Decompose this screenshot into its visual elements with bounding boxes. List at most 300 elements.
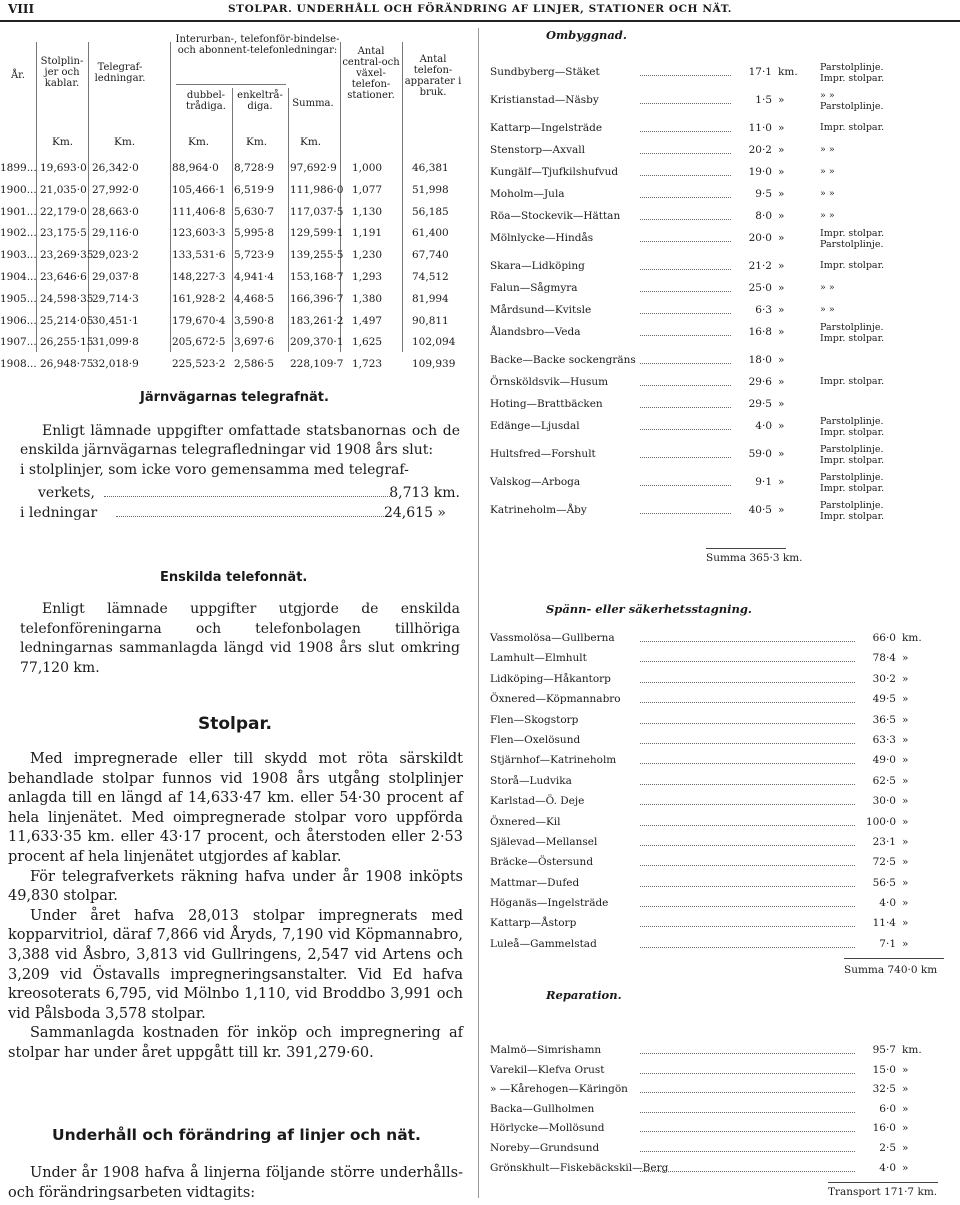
- dot-leader: [640, 1053, 855, 1054]
- route-name: Mattmar—Dufed: [490, 876, 580, 889]
- dot-leader: [640, 865, 855, 866]
- route-length: 4·0: [879, 1161, 896, 1174]
- table-cell: 153,168·7: [290, 271, 344, 283]
- route-length: 95·7: [872, 1044, 896, 1056]
- route-item: [490, 754, 958, 774]
- route-item: [490, 122, 958, 144]
- route-length: 29·5: [748, 398, 772, 410]
- route-unit: »: [902, 672, 909, 685]
- table-cell: 1,230: [352, 249, 383, 262]
- pole-type-note: Parstolplinje.: [820, 239, 884, 250]
- dot-leader: [640, 886, 855, 887]
- route-item: [490, 1162, 958, 1182]
- route-name: Katrineholm—Åby: [490, 504, 587, 516]
- route-length: 56·5: [872, 876, 896, 889]
- pole-type-note: Impr. stolpar.: [820, 260, 885, 271]
- route-name: Bräcke—Östersund: [490, 856, 594, 869]
- route-name: Mårdsund—Kvitsle: [490, 304, 592, 316]
- route-unit: »: [902, 774, 909, 787]
- unit-label: Km.: [52, 136, 74, 148]
- route-item: [490, 917, 958, 937]
- dot-leader: [640, 1151, 855, 1152]
- pole-type-note: Parstolplinje.: [820, 62, 884, 73]
- table-cell: 1906...: [0, 314, 37, 327]
- route-length: 20·0: [748, 232, 772, 244]
- route-unit: »: [778, 166, 785, 178]
- dot-leader: [640, 291, 731, 292]
- table-cell: 97,692·9: [290, 162, 337, 174]
- route-item: [490, 144, 958, 166]
- route-unit: »: [902, 1141, 909, 1154]
- table-cell: 32,018·9: [92, 358, 139, 371]
- route-length: 16·8: [748, 326, 772, 338]
- reparation-transport: Transport 171·7 km.: [828, 1186, 938, 1198]
- table-row: [0, 271, 465, 293]
- dot-leader: [640, 485, 731, 486]
- table-cell: 117,037·5: [290, 205, 344, 218]
- route-length: 72·5: [872, 856, 896, 869]
- table-cell: 1907...: [0, 336, 37, 349]
- table-row: [0, 162, 465, 184]
- table-cell: 23,269·35: [40, 249, 94, 262]
- route-item: [490, 775, 958, 795]
- route-unit: »: [902, 876, 909, 889]
- route-item: [490, 62, 958, 94]
- pole-type-note: Parstolplinje.: [820, 500, 884, 511]
- route-name: Ålandsbro—Veda: [490, 326, 581, 338]
- route-item: [490, 500, 958, 532]
- route-item: [490, 877, 958, 897]
- table-cell: 56,185: [412, 205, 449, 218]
- route-unit: »: [902, 1102, 909, 1115]
- table-cell: 46,381: [412, 162, 449, 174]
- pole-type-note: » »: [820, 90, 835, 101]
- sum-rule: [828, 1182, 938, 1183]
- table-cell: 31,099·8: [92, 336, 139, 349]
- route-item: [490, 816, 958, 836]
- pole-type-note: Parstolplinje.: [820, 101, 884, 112]
- dot-leader: [640, 335, 731, 336]
- route-name: Luleå—Gammelstad: [490, 937, 597, 950]
- dot-leader: [640, 845, 855, 846]
- table-cell: 1902...: [0, 227, 37, 240]
- pole-type-note: Parstolplinje.: [820, 416, 884, 427]
- railway-line-3-label: i ledningar: [20, 505, 98, 521]
- route-name: Öxnered—Köpmannabro: [490, 693, 621, 706]
- col-header-year: År.: [10, 70, 26, 81]
- route-name: Grönskhult—Fiskebäckskil—Berg: [490, 1161, 669, 1174]
- route-length: 9·1: [755, 476, 772, 488]
- table-cell: 30,451·1: [92, 314, 139, 327]
- route-name: Moholm—Jula: [490, 188, 565, 200]
- route-length: 40·5: [748, 504, 772, 516]
- route-length: 1·5: [755, 94, 772, 106]
- reparation-heading: Reparation.: [546, 988, 622, 1002]
- route-length: 29·6: [748, 376, 772, 388]
- route-length: 78·4: [872, 652, 896, 665]
- table-row: [0, 336, 465, 358]
- pole-type-note: Parstolplinje.: [820, 322, 884, 333]
- table-cell: 1900...: [0, 183, 37, 196]
- route-unit: »: [778, 94, 785, 106]
- dot-leader: [116, 516, 390, 517]
- route-unit: »: [778, 376, 785, 388]
- route-unit: »: [902, 754, 909, 767]
- route-unit: »: [902, 733, 909, 746]
- route-length: 19·0: [748, 166, 772, 178]
- dot-leader: [640, 219, 731, 220]
- table-cell: 74,512: [412, 271, 449, 283]
- table-row: [0, 358, 465, 380]
- route-unit: »: [778, 282, 785, 294]
- route-name: Kungälf—Tjufkilshufvud: [490, 166, 619, 178]
- table-cell: 29,714·3: [92, 292, 139, 305]
- pole-type-note: Impr. stolpar.: [820, 483, 885, 494]
- poles-section-title: Stolpar.: [198, 714, 272, 734]
- table-cell: 111,986·0: [290, 183, 344, 196]
- route-length: 15·0: [872, 1063, 896, 1076]
- dot-leader: [640, 926, 855, 927]
- table-cell: 3,590·8: [234, 314, 275, 327]
- route-length: 32·5: [872, 1083, 896, 1096]
- table-cell: 29,023·2: [92, 249, 139, 262]
- route-item: [490, 90, 958, 122]
- route-unit: km.: [902, 1044, 922, 1056]
- route-item: [490, 897, 958, 917]
- route-length: 18·0: [748, 354, 772, 366]
- table-cell: 24,598·35: [40, 292, 94, 305]
- maintenance-paragraph: Under år 1908 hafva å linjerna följande större underhålls- och förändringsarbeten vidtagits:: [8, 1165, 463, 1201]
- col-header-telegraph: Telegraf-ledningar.: [94, 62, 146, 84]
- route-name: Backe—Backe sockengräns: [490, 354, 636, 366]
- table-cell: 1,000: [352, 162, 383, 174]
- route-length: 17·1: [748, 66, 772, 78]
- table-cell: 23,175·5: [40, 227, 87, 240]
- route-name: Storå—Ludvika: [490, 774, 572, 787]
- spann-heading: Spänn- eller säkerhetsstagning.: [546, 602, 752, 616]
- railway-line-2-label: verkets,: [38, 485, 95, 501]
- route-length: 66·0: [872, 632, 896, 644]
- table-cell: 61,400: [412, 227, 449, 240]
- col-header-double: dubbel-trådiga.: [186, 90, 226, 112]
- table-rule: [176, 84, 286, 85]
- table-cell: 5,723·9: [234, 249, 275, 262]
- dot-leader: [640, 363, 731, 364]
- table-cell: 26,342·0: [92, 162, 139, 174]
- dot-leader: [640, 269, 731, 270]
- route-unit: »: [778, 188, 785, 200]
- table-cell: 161,928·2: [172, 292, 226, 305]
- dot-leader: [640, 641, 855, 642]
- route-unit: »: [902, 652, 909, 665]
- route-name: Höganäs—Ingelsträde: [490, 897, 609, 910]
- route-unit: »: [902, 1083, 909, 1096]
- table-cell: 1905...: [0, 292, 37, 305]
- table-cell: 129,599·1: [290, 227, 344, 240]
- private-section-text: [20, 600, 460, 678]
- table-cell: 228,109·7: [290, 358, 344, 371]
- route-item: [490, 652, 958, 672]
- pole-type-note: Impr. stolpar.: [820, 73, 885, 84]
- dot-leader: [104, 496, 390, 497]
- table-cell: 2,586·5: [234, 358, 275, 371]
- route-unit: »: [902, 1063, 909, 1076]
- route-item: [490, 714, 958, 734]
- column-divider: [478, 28, 479, 1198]
- running-title: STOLPAR. UNDERHÅLL OCH FÖRÄNDRING AF LINJER, STATIONER OCH NÄT.: [228, 3, 733, 15]
- dot-leader: [640, 723, 855, 724]
- route-length: 36·5: [872, 713, 896, 726]
- table-cell: 67,740: [412, 249, 449, 262]
- table-row: [0, 227, 465, 249]
- pole-type-note: Impr. stolpar.: [820, 376, 885, 387]
- dot-leader: [640, 313, 731, 314]
- route-item: [490, 938, 958, 958]
- route-name: Valskog—Arboga: [490, 476, 581, 488]
- sum-rule: [844, 958, 944, 959]
- route-item: [490, 1103, 958, 1123]
- route-name: Själevad—Mellansel: [490, 835, 598, 848]
- railway-line-2-value: 8,713 km.: [389, 485, 460, 501]
- dot-leader: [640, 429, 731, 430]
- pole-type-note: » »: [820, 282, 835, 293]
- pole-type-note: » »: [820, 144, 835, 155]
- table-cell: 26,948·75: [40, 358, 94, 371]
- route-name: Öxnered—Kil: [490, 815, 561, 828]
- route-length: 11·0: [748, 122, 772, 134]
- table-cell: 139,255·5: [290, 249, 344, 262]
- route-name: Hörlycke—Mollösund: [490, 1122, 605, 1135]
- route-name: Kristianstad—Näsby: [490, 94, 599, 106]
- dot-leader: [640, 784, 855, 785]
- railway-line-2: [20, 485, 460, 504]
- units-row: [0, 136, 465, 158]
- route-name: Flen—Oxelösund: [490, 733, 581, 746]
- dot-leader: [640, 175, 731, 176]
- route-name: Edänge—Ljusdal: [490, 420, 580, 432]
- dot-leader: [640, 702, 855, 703]
- page-number: VIII: [8, 2, 35, 16]
- col-header-interurban: Interurban-, telefonför-bindelse- och abonnent-telefonledningar:: [175, 34, 340, 56]
- table-cell: 4,941·4: [234, 271, 275, 283]
- pole-type-note: Impr. stolpar.: [820, 511, 885, 522]
- table-cell: 225,523·2: [172, 358, 226, 371]
- pole-type-note: Impr. stolpar.: [820, 455, 885, 466]
- route-length: 6·0: [879, 1102, 896, 1115]
- table-row: [0, 315, 465, 337]
- route-item: [490, 322, 958, 354]
- dot-leader: [640, 385, 731, 386]
- table-cell: 22,179·0: [40, 205, 87, 218]
- poles-paragraph: För telegrafverkets räkning hafva under år 1908 inköpts 49,830 stolpar.: [8, 868, 463, 905]
- route-length: 63·3: [872, 733, 896, 746]
- route-unit: »: [778, 476, 785, 488]
- route-length: 4·0: [879, 897, 896, 910]
- route-unit: »: [902, 856, 909, 869]
- route-length: 16·0: [872, 1122, 896, 1135]
- route-name: Mölnlycke—Hindås: [490, 232, 594, 244]
- dot-leader: [640, 103, 731, 104]
- poles-paragraph: Sammanlagda kostnaden för inköp och impregnering af stolpar har under året uppgått till kr. 391,279·60.: [8, 1025, 463, 1061]
- table-cell: 205,672·5: [172, 336, 226, 349]
- route-item: [490, 228, 958, 260]
- railway-section-title: Järnvägarnas telegrafnät.: [140, 390, 329, 405]
- route-item: [490, 632, 958, 652]
- table-cell: 1904...: [0, 271, 37, 283]
- pole-type-note: » »: [820, 188, 835, 199]
- route-length: 62·5: [872, 774, 896, 787]
- route-name: Örnsköldsvik—Husum: [490, 376, 609, 388]
- route-length: 8·0: [755, 210, 772, 222]
- table-cell: 19,693·0: [40, 162, 87, 174]
- private-section-title: Enskilda telefonnät.: [160, 570, 308, 585]
- route-length: 25·0: [748, 282, 772, 294]
- maintenance-section-title: Underhåll och förändring af linjer och nät.: [52, 1126, 421, 1144]
- dot-leader: [640, 131, 731, 132]
- pole-type-note: » »: [820, 210, 835, 221]
- pole-type-note: Parstolplinje.: [820, 444, 884, 455]
- dot-leader: [640, 825, 855, 826]
- route-name: Kattarp—Åstorp: [490, 917, 577, 930]
- route-unit: »: [778, 326, 785, 338]
- ombyggnad-heading: Ombyggnad.: [546, 28, 627, 42]
- table-cell: 23,646·6: [40, 271, 87, 283]
- table-cell: 21,035·0: [40, 183, 87, 196]
- table-cell: 1908...: [0, 358, 37, 371]
- route-length: 49·0: [872, 754, 896, 767]
- table-cell: 1,625: [352, 336, 383, 349]
- route-length: 23·1: [872, 835, 896, 848]
- table-cell: 5,995·8: [234, 227, 275, 240]
- table-cell: 90,811: [412, 314, 449, 327]
- route-name: Lamhult—Elmhult: [490, 652, 587, 665]
- table-cell: 109,939: [412, 358, 456, 371]
- route-unit: »: [902, 897, 909, 910]
- route-length: 4·0: [755, 420, 772, 432]
- route-name: Sundbyberg—Stäket: [490, 66, 600, 78]
- poles-section-text: [8, 750, 463, 1064]
- route-item: [490, 398, 958, 420]
- table-cell: 1,293: [352, 271, 383, 283]
- dot-leader: [640, 197, 731, 198]
- route-unit: »: [778, 420, 785, 432]
- route-name: Flen—Skogstorp: [490, 713, 579, 726]
- dot-leader: [640, 682, 855, 683]
- table-row: [0, 249, 465, 271]
- dot-leader: [640, 407, 731, 408]
- route-name: Röa—Stockevik—Hättan: [490, 210, 621, 222]
- route-name: Karlstad—Ö. Deje: [490, 795, 585, 808]
- dot-leader: [640, 153, 731, 154]
- route-unit: »: [778, 398, 785, 410]
- col-header-apparatus: Antal telefon-apparater i bruk.: [404, 54, 462, 98]
- route-unit: »: [902, 795, 909, 808]
- railway-line-3-value: 24,615 »: [383, 505, 446, 521]
- route-unit: »: [902, 815, 909, 828]
- spann-list: [490, 632, 958, 958]
- col-header-single: enkeltrå-diga.: [237, 90, 283, 112]
- route-item: [490, 444, 958, 476]
- route-name: Backa—Gullholmen: [490, 1102, 595, 1115]
- dot-leader: [640, 75, 731, 76]
- route-length: 49·5: [872, 693, 896, 706]
- col-header-exchanges: Antal central-och växel-telefon-stationer.: [342, 46, 400, 101]
- route-unit: »: [778, 304, 785, 316]
- route-unit: »: [902, 693, 909, 706]
- route-item: [490, 1064, 958, 1084]
- dot-leader: [640, 241, 731, 242]
- dot-leader: [640, 906, 855, 907]
- table-cell: 1,077: [352, 183, 383, 196]
- dot-leader: [640, 513, 731, 514]
- route-name: Noreby—Grundsund: [490, 1141, 600, 1154]
- railway-section-text: [20, 422, 460, 460]
- route-unit: »: [902, 1122, 909, 1135]
- route-length: 11·4: [872, 917, 896, 930]
- route-item: [490, 376, 958, 398]
- table-cell: 27,992·0: [92, 183, 139, 196]
- table-cell: 51,998: [412, 183, 449, 196]
- route-name: Hoting—Brattbäcken: [490, 398, 603, 410]
- spann-total: Summa 740·0 km: [844, 964, 938, 976]
- table-cell: 166,396·7: [290, 292, 344, 305]
- table-cell: 26,255·15: [40, 336, 94, 349]
- route-length: 20·2: [748, 144, 772, 156]
- unit-label: Km.: [188, 136, 210, 148]
- route-item: [490, 673, 958, 693]
- route-unit: »: [778, 210, 785, 222]
- route-item: [490, 282, 958, 304]
- table-cell: 148,227·3: [172, 271, 226, 283]
- table-cell: 1,191: [352, 227, 383, 240]
- table-cell: 183,261·2: [290, 314, 344, 327]
- pole-type-note: Impr. stolpar.: [820, 427, 885, 438]
- railway-paragraph: Enligt lämnade uppgifter omfattade statsbanornas och de enskilda järnvägarnas telegrafledningar vid 1908 års slut:: [20, 423, 460, 458]
- unit-label: Km.: [246, 136, 268, 148]
- pole-type-note: Impr. stolpar.: [820, 122, 885, 133]
- route-unit: »: [778, 354, 785, 366]
- dot-leader: [640, 1171, 855, 1172]
- route-item: [490, 260, 958, 282]
- table-cell: 8,728·9: [234, 162, 275, 174]
- route-length: 100·0: [865, 815, 896, 828]
- private-paragraph: Enligt lämnade uppgifter utgjorde de enskilda telefonföreningarna och telefonbolagen tillhöriga ledningarnas sammanlagda längd vid 1908 års slut omkring 77,120 km.: [20, 601, 460, 676]
- route-name: Varekil—Klefva Orust: [490, 1063, 605, 1076]
- route-item: [490, 166, 958, 188]
- table-cell: 81,994: [412, 292, 449, 305]
- route-length: 6·3: [755, 304, 772, 316]
- route-length: 30·0: [872, 795, 896, 808]
- table-cell: 29,116·0: [92, 227, 139, 240]
- pole-type-note: » »: [820, 304, 835, 315]
- railway-line-1: i stolplinjer, som icke voro gemensamma med telegraf-: [20, 462, 409, 478]
- dot-leader: [640, 457, 731, 458]
- table-row: [0, 293, 465, 315]
- route-item: [490, 210, 958, 232]
- route-unit: »: [902, 1161, 909, 1174]
- col-header-total: Summa.: [292, 98, 334, 109]
- table-cell: 29,037·8: [92, 271, 139, 283]
- table-cell: 6,519·9: [234, 183, 275, 196]
- table-cell: 209,370·1: [290, 336, 344, 349]
- route-unit: km.: [902, 632, 922, 644]
- route-unit: »: [778, 232, 785, 244]
- table-cell: 1,723: [352, 358, 383, 371]
- route-name: Stenstorp—Axvall: [490, 144, 585, 156]
- route-name: » —Kårehogen—Käringön: [490, 1083, 628, 1096]
- route-item: [490, 354, 958, 376]
- route-item: [490, 188, 958, 210]
